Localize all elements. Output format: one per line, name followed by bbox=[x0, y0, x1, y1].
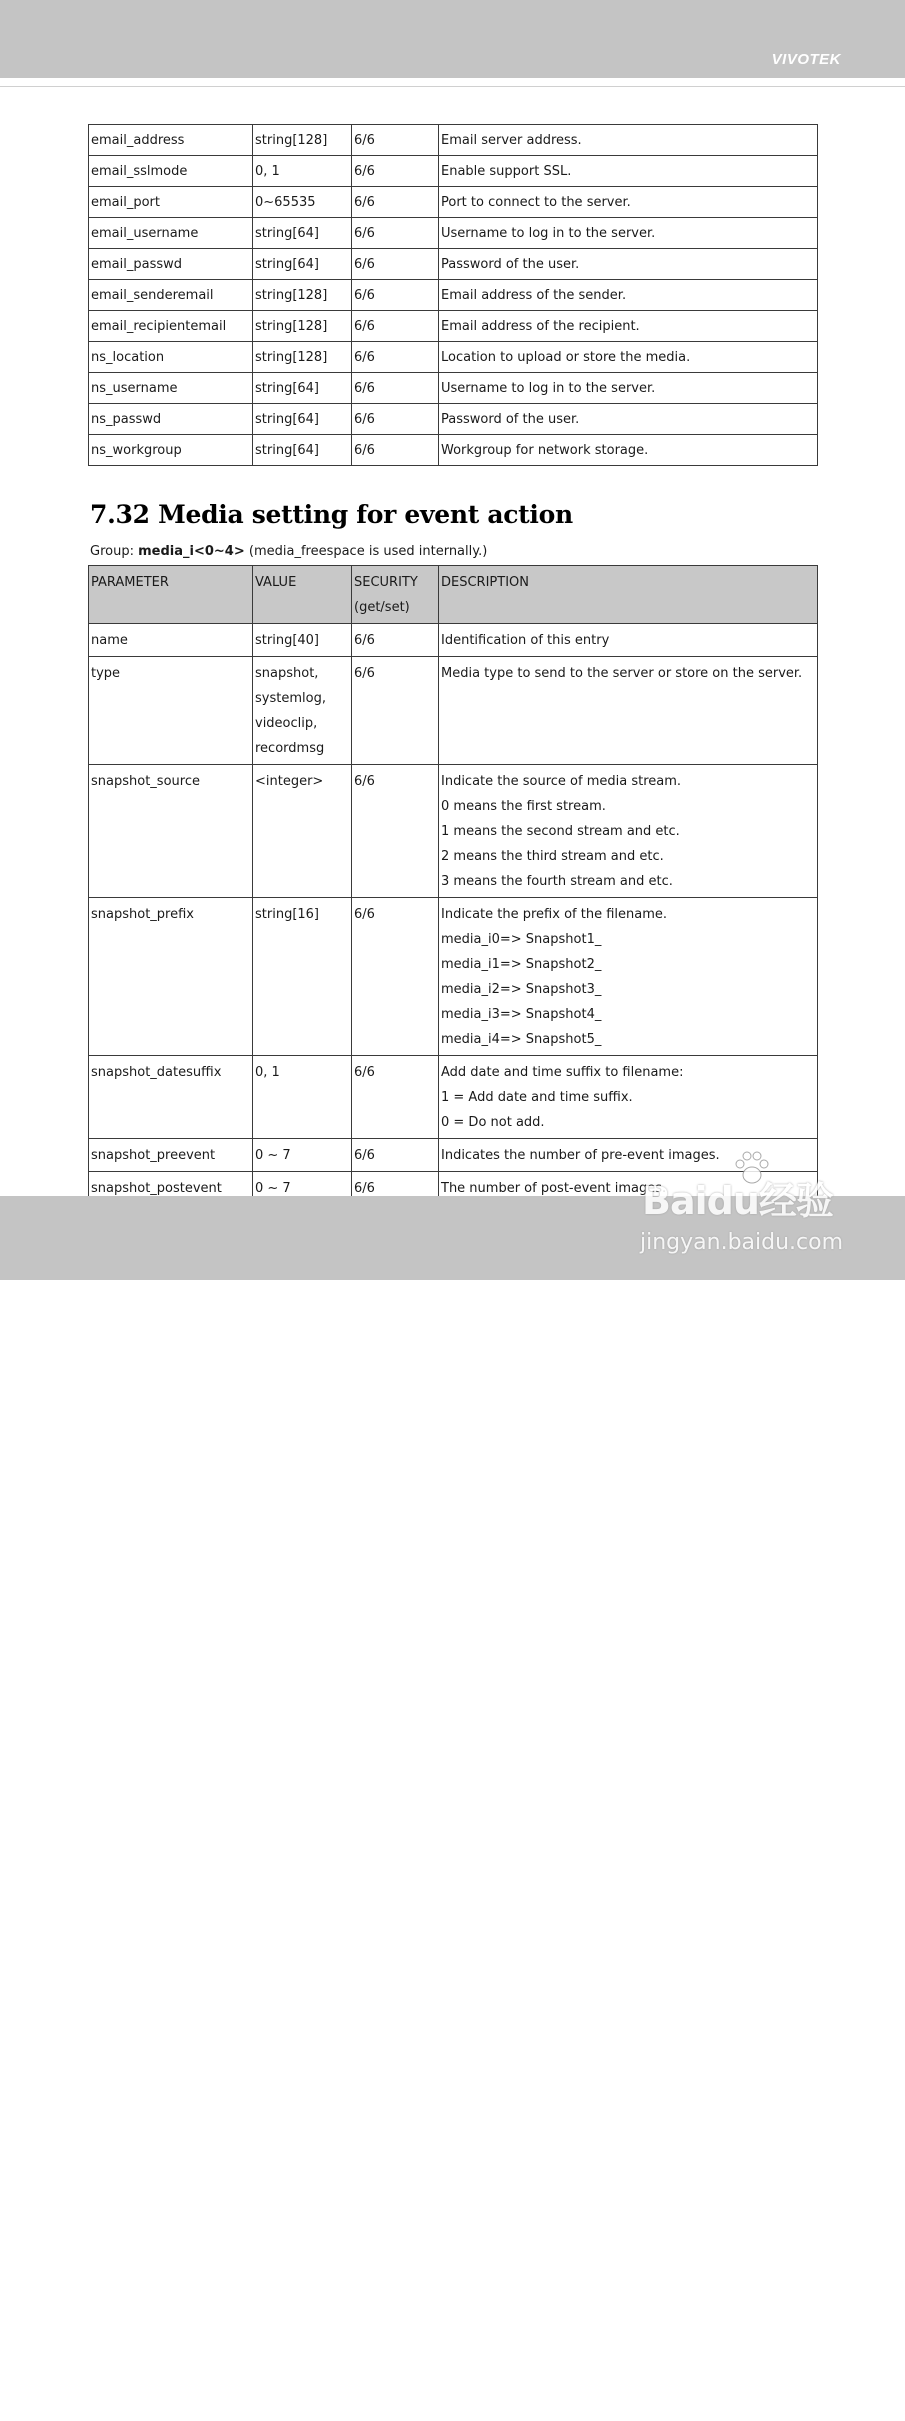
value-cell: string[64] bbox=[253, 404, 352, 435]
param-cell: email_recipientemail bbox=[89, 311, 253, 342]
value-cell: string[40] bbox=[253, 624, 352, 657]
value-cell: string[128] bbox=[253, 342, 352, 373]
value-cell: string[64] bbox=[253, 249, 352, 280]
group-name: media_i<0~4> bbox=[138, 544, 245, 559]
parameter-table-continued bbox=[88, 124, 818, 466]
table-row bbox=[89, 435, 818, 466]
header-band bbox=[0, 0, 905, 78]
param-cell: email_senderemail bbox=[89, 280, 253, 311]
table-row bbox=[89, 657, 818, 765]
table-row bbox=[89, 125, 818, 156]
security-cell: 6/6 bbox=[352, 1172, 439, 1205]
table-row bbox=[89, 898, 818, 1056]
param-cell: email_username bbox=[89, 218, 253, 249]
table-row bbox=[89, 624, 818, 657]
value-cell: string[16] bbox=[253, 898, 352, 1056]
table-row bbox=[89, 311, 818, 342]
security-cell: 6/6 bbox=[352, 187, 439, 218]
group-line bbox=[90, 544, 487, 559]
param-cell: snapshot_postevent bbox=[89, 1172, 253, 1205]
description-cell: Password of the user. bbox=[439, 249, 818, 280]
header-divider bbox=[0, 86, 905, 87]
security-cell: 6/6 bbox=[352, 249, 439, 280]
table-row bbox=[89, 342, 818, 373]
value-cell: 0~65535 bbox=[253, 187, 352, 218]
description-cell: Media type to send to the server or store on the server. bbox=[439, 657, 818, 765]
value-cell: 0 ~ 7 bbox=[253, 1172, 352, 1205]
param-cell: snapshot_datesuffix bbox=[89, 1056, 253, 1139]
security-cell: 6/6 bbox=[352, 404, 439, 435]
description-cell: Email server address. bbox=[439, 125, 818, 156]
table-row bbox=[89, 280, 818, 311]
param-cell: snapshot_source bbox=[89, 765, 253, 898]
table-row bbox=[89, 187, 818, 218]
header-security: SECURITY (get/set) bbox=[352, 566, 439, 624]
watermark-url: jingyan.baidu.com bbox=[640, 1230, 844, 1255]
page-number: User's Manual - 153 bbox=[727, 2406, 843, 2421]
description-cell: Indicate the prefix of the filename. media_i0=> Snapshot1_ media_i1=> Snapshot2_ media_i2=> Snapshot3_ media_i3=> Snapshot4_ media_i4=> Snapshot5_ bbox=[439, 898, 818, 1056]
description-cell: Enable support SSL. bbox=[439, 156, 818, 187]
description-cell: The number of post-event images. bbox=[439, 1172, 818, 1205]
header-value: VALUE bbox=[253, 566, 352, 624]
param-cell: name bbox=[89, 624, 253, 657]
description-cell: Indicate the source of media stream. 0 means the first stream. 1 means the second stream and etc. 2 means the third stream and etc. 3 means the fourth stream and etc. bbox=[439, 765, 818, 898]
param-cell: snapshot_prefix bbox=[89, 898, 253, 1056]
param-cell: email_port bbox=[89, 187, 253, 218]
baidu-watermark bbox=[640, 1150, 865, 1270]
description-cell: Location to upload or store the media. bbox=[439, 342, 818, 373]
security-cell: 6/6 bbox=[352, 280, 439, 311]
table-row bbox=[89, 218, 818, 249]
description-cell: Username to log in to the server. bbox=[439, 373, 818, 404]
value-cell: 0 ~ 7 bbox=[253, 1139, 352, 1172]
security-cell: 6/6 bbox=[352, 435, 439, 466]
value-cell: string[64] bbox=[253, 218, 352, 249]
table-row bbox=[89, 156, 818, 187]
param-cell: email_passwd bbox=[89, 249, 253, 280]
security-cell: 6/6 bbox=[352, 311, 439, 342]
param-cell: ns_passwd bbox=[89, 404, 253, 435]
value-cell: snapshot, systemlog, videoclip, recordmsg bbox=[253, 657, 352, 765]
param-cell: snapshot_preevent bbox=[89, 1139, 253, 1172]
watermark-logo: Baidu经验 bbox=[642, 1179, 833, 1223]
table-row bbox=[89, 1056, 818, 1139]
security-cell: 6/6 bbox=[352, 624, 439, 657]
table-header-row bbox=[89, 566, 818, 624]
media-parameter-table bbox=[88, 565, 818, 1205]
security-cell: 6/6 bbox=[352, 765, 439, 898]
table-row bbox=[89, 404, 818, 435]
security-cell: 6/6 bbox=[352, 156, 439, 187]
security-cell: 6/6 bbox=[352, 125, 439, 156]
description-cell: Identification of this entry bbox=[439, 624, 818, 657]
param-cell: ns_workgroup bbox=[89, 435, 253, 466]
value-cell: 0, 1 bbox=[253, 1056, 352, 1139]
description-cell: Indicates the number of pre-event images. bbox=[439, 1139, 818, 1172]
security-cell: 6/6 bbox=[352, 1139, 439, 1172]
value-cell: string[64] bbox=[253, 373, 352, 404]
group-note: (media_freespace is used internally.) bbox=[248, 544, 488, 559]
param-cell: type bbox=[89, 657, 253, 765]
security-cell: 6/6 bbox=[352, 898, 439, 1056]
value-cell: 0, 1 bbox=[253, 156, 352, 187]
group-label: Group: bbox=[90, 544, 134, 559]
table-row bbox=[89, 765, 818, 898]
param-cell: email_address bbox=[89, 125, 253, 156]
param-cell: email_sslmode bbox=[89, 156, 253, 187]
description-cell: Username to log in to the server. bbox=[439, 218, 818, 249]
description-cell: Email address of the recipient. bbox=[439, 311, 818, 342]
header-description: DESCRIPTION bbox=[439, 566, 818, 624]
security-cell: 6/6 bbox=[352, 373, 439, 404]
description-cell: Add date and time suffix to filename: 1 = Add date and time suffix. 0 = Do not add. bbox=[439, 1056, 818, 1139]
param-cell: ns_username bbox=[89, 373, 253, 404]
description-cell: Password of the user. bbox=[439, 404, 818, 435]
header-parameter: PARAMETER bbox=[89, 566, 253, 624]
table-row bbox=[89, 249, 818, 280]
table-row bbox=[89, 373, 818, 404]
value-cell: string[64] bbox=[253, 435, 352, 466]
value-cell: string[128] bbox=[253, 311, 352, 342]
value-cell: string[128] bbox=[253, 280, 352, 311]
security-cell: 6/6 bbox=[352, 342, 439, 373]
description-cell: Email address of the sender. bbox=[439, 280, 818, 311]
value-cell: <integer> bbox=[253, 765, 352, 898]
description-cell: Workgroup for network storage. bbox=[439, 435, 818, 466]
description-cell: Port to connect to the server. bbox=[439, 187, 818, 218]
brand-logo: VIVOTEK bbox=[771, 51, 841, 68]
value-cell: string[128] bbox=[253, 125, 352, 156]
security-cell: 6/6 bbox=[352, 1056, 439, 1139]
section-heading: 7.32 Media setting for event action bbox=[90, 500, 573, 529]
security-cell: 6/6 bbox=[352, 218, 439, 249]
security-cell: 6/6 bbox=[352, 657, 439, 765]
param-cell: ns_location bbox=[89, 342, 253, 373]
